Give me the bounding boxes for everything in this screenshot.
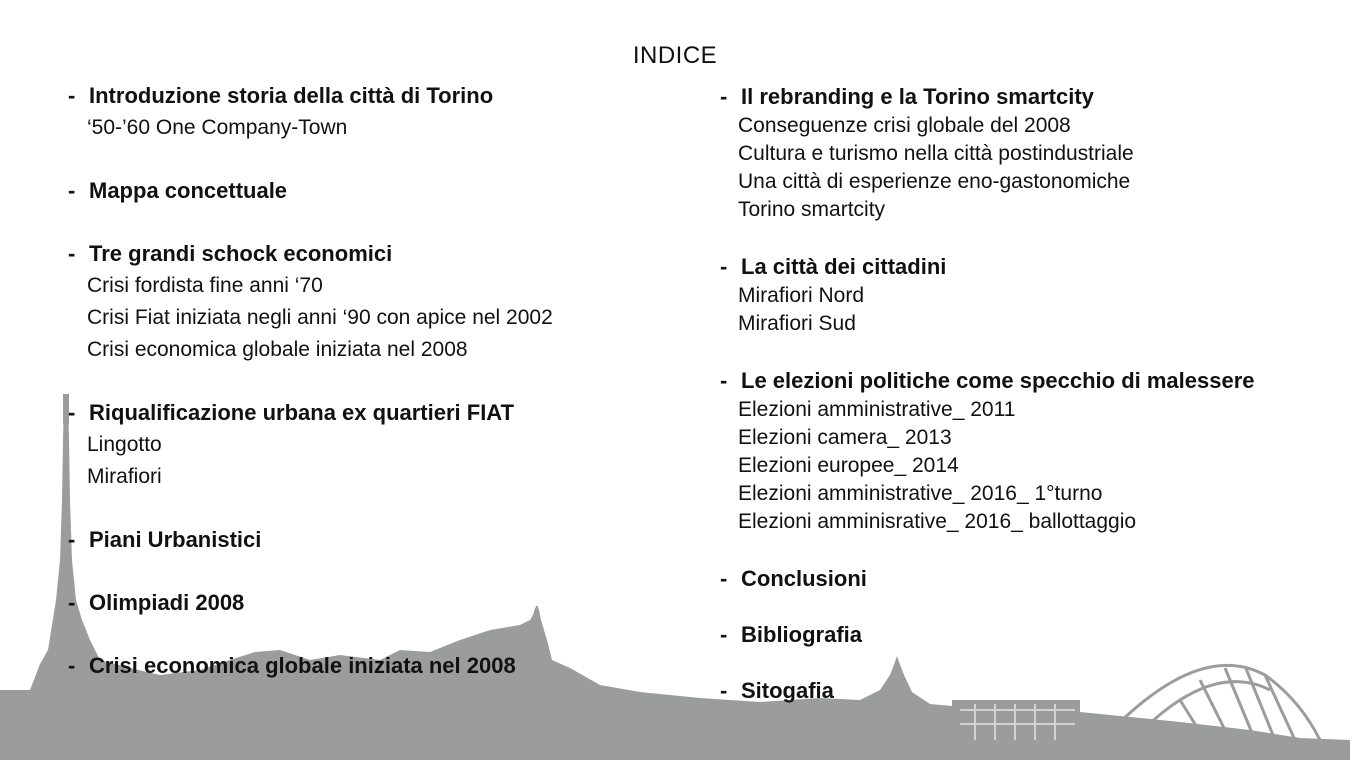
section-item: ‘50-’60 One Company-Town: [87, 116, 348, 139]
index-section: [68, 238, 688, 366]
bullet-dash: -: [720, 368, 728, 393]
bullet-dash: -: [720, 254, 728, 279]
section-heading: Riqualificazione urbana ex quartieri FIAT: [89, 400, 515, 425]
section-heading: Tre grandi schock economici: [89, 241, 393, 266]
bullet-dash: -: [720, 84, 728, 109]
section-item: Torino smartcity: [738, 198, 886, 221]
section-heading: Mappa concettuale: [89, 178, 288, 203]
section-heading: Olimpiadi 2008: [89, 590, 245, 615]
bullet-dash: -: [68, 241, 76, 266]
section-item: Elezioni europee_ 2014: [738, 454, 959, 477]
section-item: Mirafiori: [87, 465, 162, 488]
bullet-dash: -: [720, 622, 728, 647]
section-item: Elezioni camera_ 2013: [738, 426, 952, 449]
section-heading: Bibliografia: [741, 622, 863, 647]
section-item: Mirafiori Sud: [738, 312, 856, 335]
bullet-dash: -: [720, 678, 728, 703]
index-left-column: [68, 80, 688, 713]
index-section: [68, 524, 688, 556]
section-item: Elezioni amministrative_ 2016_ 1°turno: [738, 482, 1103, 505]
section-heading: Le elezioni politiche come specchio di malessere: [741, 368, 1255, 393]
section-heading: Sitogafia: [741, 678, 834, 703]
section-item: Una città di esperienze eno-gastonomiche: [738, 170, 1131, 193]
index-section: [68, 175, 688, 207]
index-section: [720, 676, 1340, 706]
index-section: [68, 587, 688, 619]
index-section: [68, 80, 688, 144]
index-section: [68, 650, 688, 682]
index-right-column: [720, 82, 1340, 732]
section-item: Elezioni amminisrative_ 2016_ ballottaggio: [738, 510, 1137, 533]
bullet-dash: -: [68, 178, 76, 203]
section-item: Lingotto: [87, 433, 162, 456]
page-title: INDICE: [632, 42, 718, 69]
section-heading: La città dei cittadini: [741, 254, 947, 279]
bullet-dash: -: [68, 590, 76, 615]
bullet-dash: -: [68, 527, 76, 552]
section-item: Crisi Fiat iniziata negli anni ‘90 con apice nel 2002: [87, 306, 553, 329]
index-section: [720, 366, 1340, 536]
section-heading: Crisi economica globale iniziata nel 2008: [89, 653, 516, 678]
section-heading: Il rebranding e la Torino smartcity: [741, 84, 1094, 109]
index-section: [720, 82, 1340, 224]
section-heading: Introduzione storia della città di Torino: [89, 83, 494, 108]
bullet-dash: -: [68, 83, 76, 108]
bullet-dash: -: [720, 566, 728, 591]
section-item: Cultura e turismo nella città postindustriale: [738, 142, 1134, 165]
index-section: [720, 252, 1340, 338]
index-section: [68, 397, 688, 493]
section-item: Crisi economica globale iniziata nel 2008: [87, 338, 468, 361]
bullet-dash: -: [68, 400, 76, 425]
bullet-dash: -: [68, 653, 76, 678]
section-item: Conseguenze crisi globale del 2008: [738, 114, 1071, 137]
section-heading: Piani Urbanistici: [89, 527, 262, 552]
section-item: Elezioni amministrative_ 2011: [738, 398, 1016, 421]
index-section: [720, 620, 1340, 650]
index-section: [720, 564, 1340, 594]
section-item: Crisi fordista fine anni ‘70: [87, 274, 323, 297]
section-item: Mirafiori Nord: [738, 284, 865, 307]
section-heading: Conclusioni: [741, 566, 867, 591]
